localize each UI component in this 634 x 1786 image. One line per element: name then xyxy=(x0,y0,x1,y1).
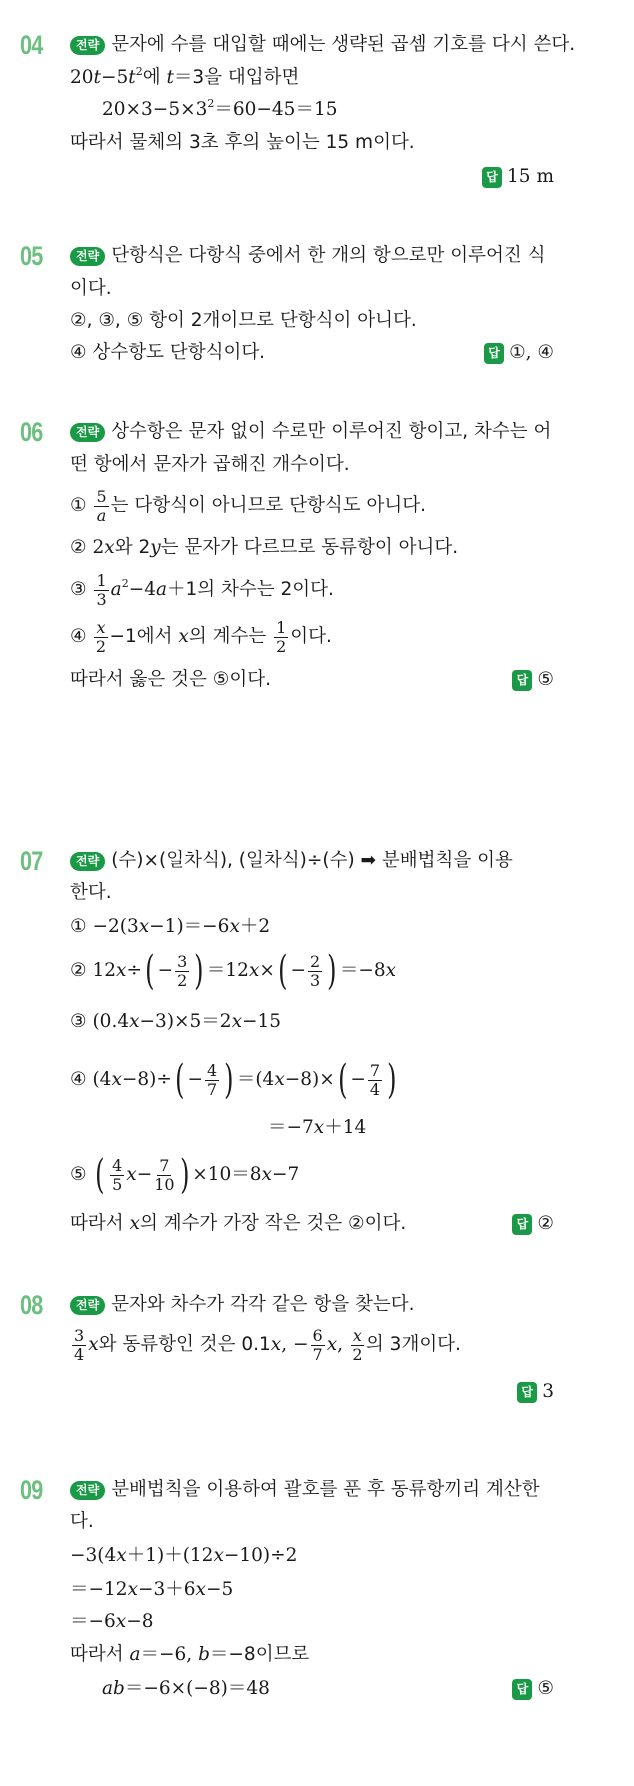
problem-number: 09 xyxy=(20,1475,43,1505)
text-run: −15 xyxy=(242,1011,282,1032)
strategy-text-cont: 한다. xyxy=(70,882,112,903)
fraction xyxy=(205,1062,219,1099)
math-variable: a xyxy=(129,1644,141,1665)
denominator: 2 xyxy=(95,636,107,656)
solution-line xyxy=(70,62,299,94)
math-variable: x xyxy=(248,960,260,981)
text-run: − xyxy=(157,960,174,981)
numerator: 2 xyxy=(310,951,321,971)
text-run: −5 xyxy=(205,1579,234,1600)
numerator: 3 xyxy=(177,951,188,971)
text-run: ＝−7 xyxy=(268,1117,314,1138)
text-run: −8)÷ xyxy=(121,1069,172,1090)
strategy-line xyxy=(70,240,546,272)
math-variable: x xyxy=(229,916,240,937)
text-run: −1)＝−6 xyxy=(149,916,230,937)
math-variable: x xyxy=(126,1164,137,1185)
denominator: 3 xyxy=(96,589,107,609)
text-run: ＝−8이므로 xyxy=(209,1644,310,1665)
strategy-line xyxy=(70,845,513,877)
fraction xyxy=(154,1157,174,1194)
strategy-line xyxy=(70,1474,540,1506)
denominator: 4 xyxy=(369,1079,381,1099)
answer-value: 3 xyxy=(542,1381,554,1402)
answer-badge: 답 xyxy=(512,1214,532,1235)
math-variable: x xyxy=(104,537,115,558)
denominator: 2 xyxy=(276,636,287,656)
text-run: − xyxy=(136,1164,153,1185)
solution-line xyxy=(268,1112,366,1144)
strategy-badge: 전략 xyxy=(70,1481,105,1500)
big-parenthesis: ( xyxy=(278,948,288,994)
math-variable: b xyxy=(198,1644,210,1665)
text-run: , − xyxy=(281,1334,309,1355)
denominator: 2 xyxy=(177,970,188,990)
big-parenthesis: ) xyxy=(179,1152,190,1198)
strategy-badge: 전략 xyxy=(70,423,105,442)
text-run: ＝−6, xyxy=(140,1644,199,1665)
text-run: ＝12 xyxy=(206,960,249,981)
text-run: 의 계수는 xyxy=(188,626,273,647)
numerator: 1 xyxy=(96,570,107,590)
numerator: x xyxy=(96,617,106,637)
solution-line xyxy=(70,1325,461,1364)
solution-line xyxy=(70,127,415,159)
text-run: ④ (4 xyxy=(70,1069,112,1090)
answer-badge: 답 xyxy=(512,1679,532,1700)
text-run: 와 동류항인 것은 0.1 xyxy=(98,1334,271,1355)
solution-line xyxy=(70,532,458,564)
text-run: −1에서 xyxy=(109,626,179,647)
answer xyxy=(482,161,554,193)
text-run: −3＋6 xyxy=(137,1579,196,1600)
math-variable: x xyxy=(261,1164,272,1185)
solution-line xyxy=(70,1606,154,1638)
math-variable: x xyxy=(138,916,150,937)
answer-value: ①, ④ xyxy=(509,342,554,363)
answer-badge: 답 xyxy=(482,167,502,188)
answer-badge: 답 xyxy=(484,343,504,364)
numerator: 4 xyxy=(112,1155,123,1175)
text-run: 따라서 물체의 3초 후의 높이는 15 m이다. xyxy=(70,132,415,153)
answer-value: ② xyxy=(537,1213,554,1234)
math-variable: x xyxy=(195,1579,206,1600)
text-run: − xyxy=(290,960,307,981)
solution-line xyxy=(70,664,271,696)
strategy-badge: 전략 xyxy=(70,36,105,55)
big-parenthesis: ) xyxy=(224,1057,234,1103)
text-run: ②, ③, ⑤ 항이 2개이므로 단항식이 아니다. xyxy=(70,310,417,331)
math-variable: x xyxy=(116,1545,127,1566)
big-parenthesis: ( xyxy=(337,1057,348,1103)
strategy-line xyxy=(70,1289,415,1321)
numerator: 4 xyxy=(207,1060,218,1080)
text-run: 에 xyxy=(142,67,167,88)
fraction xyxy=(368,1062,382,1099)
math-variable: t xyxy=(93,67,101,88)
numerator: 3 xyxy=(74,1325,85,1345)
text-run: ② 2 xyxy=(70,537,105,558)
fraction xyxy=(94,572,108,609)
answer-badge: 답 xyxy=(512,670,532,691)
fraction xyxy=(94,488,108,525)
text-run: −5 xyxy=(100,67,129,88)
answer xyxy=(484,337,554,369)
text-run: −3(4 xyxy=(70,1545,117,1566)
math-variable: t xyxy=(128,67,136,88)
strategy-text-cont: 이다. xyxy=(70,278,112,299)
text-run: 와 2 xyxy=(114,537,151,558)
superscript: 2 xyxy=(207,97,215,110)
math-variable: x xyxy=(178,626,189,647)
solution-line xyxy=(102,1673,270,1705)
numerator: 7 xyxy=(159,1155,170,1175)
answer-value: ⑤ xyxy=(537,1678,554,1699)
text-run: ＝60−45＝15 xyxy=(214,99,338,120)
text-run: − xyxy=(187,1069,204,1090)
text-run: ① xyxy=(70,495,93,516)
text-run: −10)÷2 xyxy=(223,1545,298,1566)
text-run: 의 3개이다. xyxy=(365,1334,461,1355)
solution-line xyxy=(70,948,397,994)
math-variable: x xyxy=(88,1334,99,1355)
strategy-line xyxy=(70,29,575,61)
math-variable: x xyxy=(129,1213,140,1234)
text-run: ＋14 xyxy=(324,1117,367,1138)
denominator: 7 xyxy=(312,1344,323,1364)
text-run: 20×3−5×3 xyxy=(102,99,208,120)
text-run: ② 12 xyxy=(70,960,117,981)
answer-value: ⑤ xyxy=(537,669,554,690)
math-variable: a xyxy=(155,579,167,600)
denominator: 5 xyxy=(112,1174,123,1194)
numerator: 5 xyxy=(96,486,107,506)
text-run: −8)× xyxy=(284,1069,335,1090)
big-parenthesis: ( xyxy=(95,1152,105,1198)
superscript: 2 xyxy=(135,65,143,78)
text-run: − xyxy=(350,1069,366,1090)
solution-line xyxy=(102,94,337,126)
numerator: 6 xyxy=(312,1325,323,1345)
text-run: 따라서 xyxy=(70,1644,130,1665)
denominator: a xyxy=(96,505,107,525)
strategy-text: 상수항은 문자 없이 수로만 이루어진 항이고, 차수는 어 xyxy=(111,421,552,442)
solution-line xyxy=(70,1057,400,1103)
math-variable: x xyxy=(213,1545,224,1566)
text-run: 는 문자가 다르므로 동류항이 아니다. xyxy=(160,537,459,558)
text-run: ③ (0.4 xyxy=(70,1011,130,1032)
solution-line xyxy=(70,486,426,525)
text-run: ＝−12 xyxy=(70,1579,128,1600)
text-run: 의 계수가 가장 작은 것은 ②이다. xyxy=(139,1213,407,1234)
text-run: ＋1)＋(12 xyxy=(126,1545,214,1566)
text-run: ÷ xyxy=(126,960,142,981)
numerator: x xyxy=(352,1325,362,1345)
solution-line xyxy=(70,570,334,609)
text-run: ＝−6×(−8)＝48 xyxy=(124,1678,270,1699)
text-run: 이다. xyxy=(290,626,332,647)
text-run: −3)×5＝2 xyxy=(139,1011,232,1032)
text-run: −4 xyxy=(128,579,156,600)
solution-line xyxy=(70,617,332,656)
math-variable: x xyxy=(270,1334,282,1355)
text-run: 20 xyxy=(70,67,94,88)
answer xyxy=(512,1673,554,1705)
text-run: ＋1의 차수는 2이다. xyxy=(167,579,334,600)
strategy-text: (수)×(일차식), (일차식)÷(수) ➡ 분배법칙을 이용 xyxy=(111,850,513,871)
strategy-text-cont: 다. xyxy=(70,1511,94,1532)
fraction xyxy=(311,1327,325,1364)
math-variable: x xyxy=(326,1334,338,1355)
math-variable: x xyxy=(127,1579,138,1600)
answer-value: 15 m xyxy=(507,166,554,187)
text-run: ⑤ xyxy=(70,1164,93,1185)
text-run: ×10＝8 xyxy=(192,1164,262,1185)
math-variable: y xyxy=(150,537,161,558)
text-run: ＝3을 대입하면 xyxy=(173,67,300,88)
fraction xyxy=(308,953,322,990)
strategy-line xyxy=(70,416,551,448)
text-run: ④ 상수항도 단항식이다. xyxy=(70,342,266,363)
text-run: 따라서 xyxy=(70,1213,130,1234)
solution-line xyxy=(70,1152,300,1198)
answer xyxy=(512,664,554,696)
answer xyxy=(517,1376,554,1408)
text-run: −8 xyxy=(126,1611,154,1632)
solution-line xyxy=(70,1574,233,1606)
fraction xyxy=(72,1327,86,1364)
solution-line xyxy=(70,1639,309,1671)
text-run: ① −2(3 xyxy=(70,916,139,937)
text-run: ③ xyxy=(70,579,93,600)
strategy-text: 단항식은 다항식 중에서 한 개의 항으로만 이루어진 식 xyxy=(111,245,546,266)
fraction xyxy=(110,1157,124,1194)
superscript: 2 xyxy=(121,577,129,590)
strategy-badge: 전략 xyxy=(70,852,105,871)
math-variable: x xyxy=(116,960,127,981)
text-run: −7 xyxy=(271,1164,300,1185)
text-run: ＝(4 xyxy=(236,1069,275,1090)
numerator: 7 xyxy=(369,1060,381,1080)
denominator: 4 xyxy=(74,1344,85,1364)
fraction xyxy=(274,619,288,656)
fraction xyxy=(94,619,107,656)
big-parenthesis: ( xyxy=(175,1057,185,1103)
math-variable: x xyxy=(129,1011,140,1032)
math-variable: x xyxy=(115,1611,127,1632)
math-variable: a xyxy=(110,579,122,600)
text-run: ④ xyxy=(70,626,93,647)
problem-number: 05 xyxy=(20,241,43,271)
solution-line xyxy=(70,1540,297,1572)
numerator: 1 xyxy=(276,617,287,637)
strategy-text: 문자와 차수가 각각 같은 항을 찾는다. xyxy=(111,1294,415,1315)
problem-number: 04 xyxy=(20,30,43,60)
answer-badge: 답 xyxy=(517,1382,537,1403)
big-parenthesis: ) xyxy=(327,948,337,994)
strategy-text: 문자에 수를 대입할 때에는 생략된 곱셈 기호를 다시 쓴다. xyxy=(111,34,576,55)
strategy-text: 분배법칙을 이용하여 괄호를 푼 후 동류항끼리 계산한 xyxy=(111,1479,540,1500)
math-variable: x xyxy=(385,960,397,981)
denominator: 10 xyxy=(154,1174,175,1194)
solution-line xyxy=(70,911,270,943)
big-parenthesis: ( xyxy=(145,948,155,994)
text-run: × xyxy=(259,960,275,981)
solution-line xyxy=(70,1208,406,1240)
text-run: ＝−8 xyxy=(339,960,386,981)
math-variable: x xyxy=(231,1011,243,1032)
math-variable: x xyxy=(313,1117,325,1138)
text-run: , xyxy=(337,1334,349,1355)
text-run: ＋2 xyxy=(239,916,271,937)
strategy-text-cont: 떤 항에서 문자가 곱해진 개수이다. xyxy=(70,454,350,475)
solution-line xyxy=(70,1006,281,1038)
math-variable: t xyxy=(166,67,174,88)
strategy-badge: 전략 xyxy=(70,247,105,266)
math-variable: ab xyxy=(102,1678,125,1699)
denominator: 2 xyxy=(352,1344,363,1364)
text-run: ＝−6 xyxy=(70,1611,116,1632)
answer xyxy=(512,1208,554,1240)
big-parenthesis: ) xyxy=(194,948,204,994)
fraction xyxy=(175,953,189,990)
math-variable: x xyxy=(111,1069,122,1090)
solution-line xyxy=(70,305,417,337)
denominator: 3 xyxy=(310,970,321,990)
text-run: 는 다항식이 아니므로 단항식도 아니다. xyxy=(110,495,426,516)
solution-line xyxy=(70,337,265,369)
denominator: 7 xyxy=(207,1079,218,1099)
math-variable: x xyxy=(274,1069,285,1090)
problem-number: 06 xyxy=(20,417,43,447)
text-run: 따라서 옳은 것은 ⑤이다. xyxy=(70,669,271,690)
big-parenthesis: ) xyxy=(387,1057,397,1103)
problem-number: 08 xyxy=(20,1290,43,1320)
strategy-badge: 전략 xyxy=(70,1296,105,1315)
fraction xyxy=(351,1327,364,1364)
problem-number: 07 xyxy=(20,846,43,876)
